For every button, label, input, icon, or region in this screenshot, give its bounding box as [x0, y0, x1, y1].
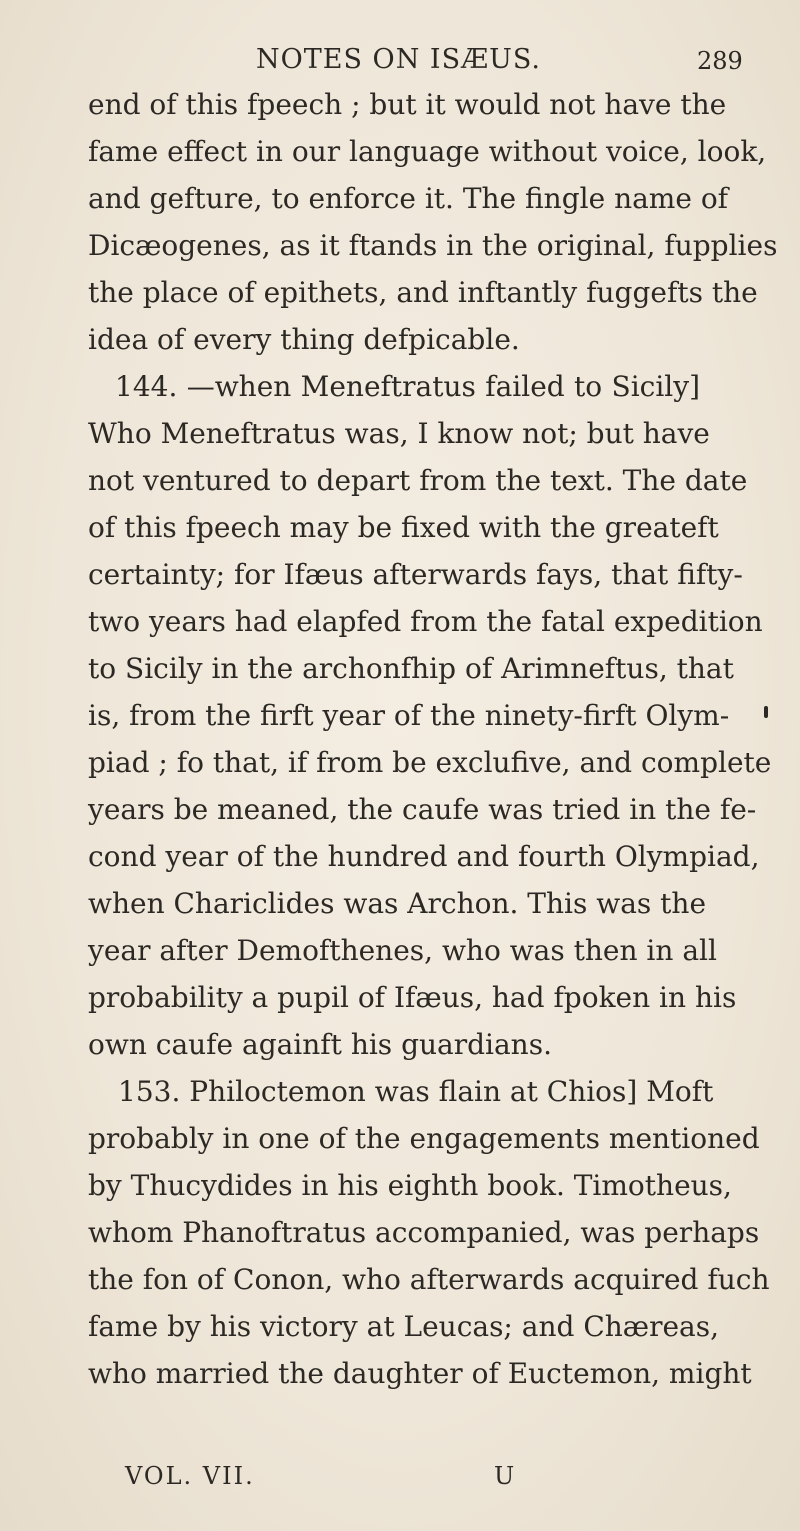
- text-line: cond year of the hundred and fourth Olympiad,: [88, 840, 760, 873]
- text-line: fame by his victory at Leucas; and Chæreas,: [88, 1310, 720, 1343]
- text-line: who married the daughter of Euctemon, might: [88, 1357, 752, 1390]
- text-line: is, from the firft year of the ninety-firft Olym-: [88, 699, 730, 732]
- text-line: own caufe againft his guardians.: [88, 1028, 552, 1061]
- text-line: of this fpeech may be fixed with the greateft: [88, 511, 719, 544]
- page-footer: [0, 1462, 800, 1502]
- text-line: years be meaned, the caufe was tried in the fe-: [88, 793, 757, 826]
- signature-mark: U: [494, 1462, 515, 1490]
- text-line: probably in one of the engagements mentioned: [88, 1122, 760, 1155]
- text-line: end of this fpeech ; but it would not have the: [88, 88, 727, 121]
- text-line: probability a pupil of Ifæus, had fpoken in his: [88, 981, 737, 1014]
- text-line: idea of every thing defpicable.: [88, 323, 520, 356]
- text-line: not ventured to depart from the text. The date: [88, 464, 748, 497]
- text-line: to Sicily in the archonfhip of Arimneftus, that: [88, 652, 734, 685]
- text-line: when Chariclides was Archon. This was the: [88, 887, 707, 920]
- running-head-title: NOTES ON ISÆUS.: [256, 44, 541, 75]
- note-heading-153: 153. Philoctemon was flain at Chios] Moft: [118, 1075, 714, 1108]
- text-line: whom Phanoftratus accompanied, was perhaps: [88, 1216, 760, 1249]
- margin-mark: [764, 706, 768, 718]
- text-line: the place of epithets, and inftantly fuggefts the: [88, 276, 758, 309]
- running-head: [0, 44, 800, 84]
- text-line: by Thucydides in his eighth book. Timotheus,: [88, 1169, 732, 1202]
- page-number: 289: [697, 47, 743, 75]
- volume-signature: VOL. VII.: [125, 1462, 255, 1490]
- text-line: certainty; for Ifæus afterwards fays, that fifty-: [88, 558, 743, 591]
- text-line: year after Demofthenes, who was then in all: [88, 934, 717, 967]
- text-line: two years had elapfed from the fatal expedition: [88, 605, 763, 638]
- text-line: fame effect in our language without voice, look,: [88, 135, 767, 168]
- text-line: piad ; fo that, if from be exclufive, and complete: [88, 746, 772, 779]
- text-line: Who Meneftratus was, I know not; but have: [88, 417, 710, 450]
- note-heading-144: 144. —when Meneftratus failed to Sicily]: [115, 370, 700, 403]
- text-line: and gefture, to enforce it. The fingle name of: [88, 182, 729, 215]
- text-line: the fon of Conon, who afterwards acquired fuch: [88, 1263, 770, 1296]
- text-line: Dicæogenes, as it ftands in the original, fupplies: [88, 229, 778, 262]
